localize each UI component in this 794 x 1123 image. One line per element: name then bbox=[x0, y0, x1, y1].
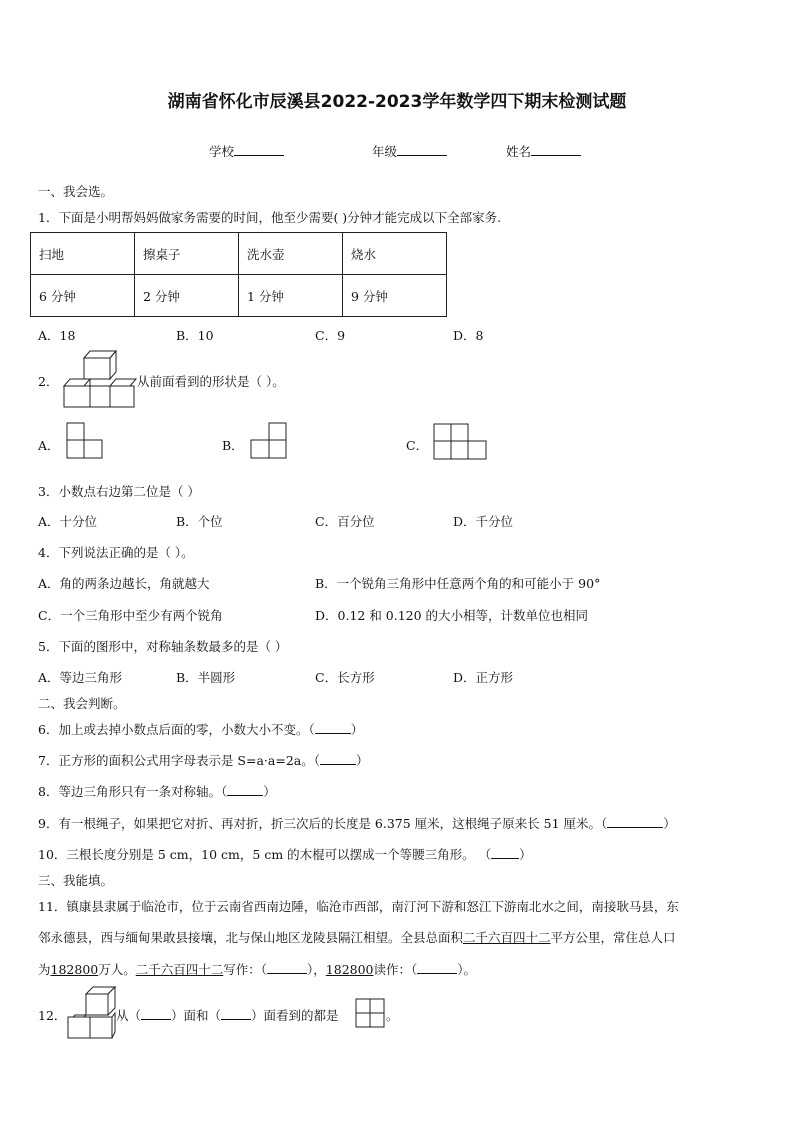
paragraph-text: ）。 bbox=[457, 962, 477, 977]
paragraph-text: 邻永德县，西与缅甸果敢县接壤，北与保山地区龙陵县隔江相望。全县总面积 bbox=[38, 930, 464, 945]
option-a[interactable]: A．等边三角形 bbox=[38, 670, 123, 685]
answer-blank[interactable] bbox=[227, 783, 263, 796]
table-cell: 烧水 bbox=[343, 233, 447, 275]
name-label: 姓名 bbox=[506, 144, 532, 159]
table-row bbox=[31, 275, 447, 317]
table-cell: 扫地 bbox=[31, 233, 135, 275]
question-stem: 1．下面是小明帮妈妈做家务需要的时间，他至少需要( )分钟才能完成以下全部家务. bbox=[38, 210, 502, 225]
answer-blank[interactable] bbox=[320, 752, 356, 765]
name-field bbox=[506, 142, 581, 160]
area-word-ref: 二千六百四十二 bbox=[135, 962, 224, 977]
option-d[interactable]: D．0.12 和 0.120 的大小相等，计数单位也相同 bbox=[315, 608, 589, 623]
school-field bbox=[209, 142, 284, 160]
question-stem: 9．有一根绳子，如果把它对折、再对折，折三次后的长度是 6.375 厘米，这根绳子原来长 51 厘米。（ bbox=[38, 816, 608, 831]
area-word: 二千六百四十二 bbox=[463, 930, 551, 945]
cube-stack-figure bbox=[58, 350, 138, 408]
read-blank[interactable] bbox=[417, 961, 457, 974]
question-stem: 从前面看到的形状是（ ）。 bbox=[137, 374, 285, 389]
chores-table bbox=[30, 232, 447, 317]
paren-close: ） bbox=[663, 816, 676, 831]
answer-blank[interactable] bbox=[315, 721, 351, 734]
table-row bbox=[31, 233, 447, 275]
question-stem: 3．小数点右边第二位是（ ） bbox=[38, 484, 200, 499]
stem-text: ）面看到的都是 bbox=[251, 1008, 339, 1023]
question-number: 2． bbox=[38, 374, 59, 389]
section-heading: 一、我会选。 bbox=[38, 184, 114, 199]
paren-close: ） bbox=[519, 847, 532, 862]
option-c[interactable]: C．9 bbox=[315, 328, 346, 343]
table-cell: 1 分钟 bbox=[239, 275, 343, 317]
judge-question bbox=[38, 845, 532, 863]
option-a-shape-icon bbox=[66, 422, 104, 460]
option-d[interactable]: D．正方形 bbox=[453, 670, 514, 685]
name-blank[interactable] bbox=[531, 142, 581, 156]
paragraph-text: 平方公里，常住总人口 bbox=[550, 930, 676, 945]
option-b[interactable]: B．一个锐角三角形中任意两个角的和可能小于 90° bbox=[315, 576, 601, 591]
option-a[interactable]: A．十分位 bbox=[38, 514, 98, 529]
paren-close: ） bbox=[355, 753, 369, 768]
stem-text: ）面和（ bbox=[171, 1008, 222, 1023]
judge-question bbox=[38, 751, 369, 769]
question-stem: 5．下面的图形中，对称轴条数最多的是（ ） bbox=[38, 639, 288, 654]
option-a[interactable]: A．角的两条边越长，角就越大 bbox=[38, 576, 210, 591]
page-title: 湖南省怀化市辰溪县2022-2023学年数学四下期末检测试题 bbox=[167, 92, 627, 112]
question-stem: 10．三根长度分别是 5 cm，10 cm，5 cm 的木棍可以摆成一个等腰三角形。 （ bbox=[38, 847, 492, 862]
option-a[interactable]: A． bbox=[38, 438, 60, 453]
option-d[interactable]: D．8 bbox=[453, 328, 484, 343]
judge-question bbox=[38, 782, 276, 800]
paren-close: ） bbox=[350, 722, 364, 737]
option-c[interactable]: C． bbox=[406, 438, 429, 453]
judge-question bbox=[38, 814, 676, 832]
judge-question bbox=[38, 720, 363, 738]
paren-close: ） bbox=[263, 784, 276, 799]
paragraph-line bbox=[38, 928, 676, 946]
question-number: 12． bbox=[38, 1008, 67, 1023]
question-stem: 8．等边三角形只有一条对称轴。（ bbox=[38, 784, 228, 799]
paragraph-line: 11．镇康县隶属于临沧市，位于云南省西南边陲，临沧市西部，南汀河下游和怒江下游南北水之间，南接耿马县，东 bbox=[38, 899, 679, 914]
answer-blank[interactable] bbox=[221, 1007, 251, 1020]
population-number-ref: 182800 bbox=[325, 962, 374, 977]
school-blank[interactable] bbox=[234, 142, 284, 156]
table-cell: 2 分钟 bbox=[135, 275, 239, 317]
write-blank[interactable] bbox=[267, 961, 307, 974]
question-stem: 6．加上或去掉小数点后面的零，小数大小不变。（ bbox=[38, 722, 315, 737]
school-label: 学校 bbox=[209, 144, 235, 159]
option-b[interactable]: B．半圆形 bbox=[176, 670, 236, 685]
option-b[interactable]: B．个位 bbox=[176, 514, 223, 529]
cube-stack-figure bbox=[66, 986, 118, 1040]
option-b-shape-icon bbox=[249, 422, 289, 460]
grade-label: 年级 bbox=[372, 144, 398, 159]
question-stem: 4．下列说法正确的是（ ）。 bbox=[38, 545, 194, 560]
grade-blank[interactable] bbox=[397, 142, 447, 156]
paragraph-text: 万人。 bbox=[98, 962, 136, 977]
paragraph-text: 读作：（ bbox=[373, 962, 418, 977]
paragraph-text: ）， bbox=[307, 962, 326, 977]
option-c[interactable]: C．百分位 bbox=[315, 514, 375, 529]
option-d[interactable]: D．千分位 bbox=[453, 514, 514, 529]
table-cell: 洗水壶 bbox=[239, 233, 343, 275]
paragraph-text: 写作：（ bbox=[223, 962, 268, 977]
question-stem: 7．正方形的面积公式用字母表示是 S=a·a=2a。（ bbox=[38, 753, 320, 768]
square-grid-icon bbox=[355, 998, 385, 1028]
answer-blank[interactable] bbox=[607, 815, 663, 828]
paragraph-line bbox=[38, 960, 476, 978]
section-heading: 三、我能填。 bbox=[38, 873, 114, 888]
stem-text: 。 bbox=[386, 1008, 399, 1023]
option-b[interactable]: B． bbox=[222, 438, 244, 453]
table-cell: 擦桌子 bbox=[135, 233, 239, 275]
question-stem bbox=[116, 1006, 339, 1024]
answer-blank[interactable] bbox=[491, 846, 519, 859]
option-c-shape-icon bbox=[433, 423, 489, 461]
option-a[interactable]: A．18 bbox=[38, 328, 76, 343]
option-b[interactable]: B．10 bbox=[176, 328, 214, 343]
paragraph-text: 为 bbox=[38, 962, 51, 977]
answer-blank[interactable] bbox=[141, 1007, 171, 1020]
stem-text: 从（ bbox=[116, 1008, 142, 1023]
population-number: 182800 bbox=[50, 962, 99, 977]
table-cell: 6 分钟 bbox=[31, 275, 135, 317]
grade-field bbox=[372, 142, 447, 160]
option-c[interactable]: C．长方形 bbox=[315, 670, 375, 685]
option-c[interactable]: C．一个三角形中至少有两个锐角 bbox=[38, 608, 223, 623]
table-cell: 9 分钟 bbox=[343, 275, 447, 317]
section-heading: 二、我会判断。 bbox=[38, 696, 126, 711]
